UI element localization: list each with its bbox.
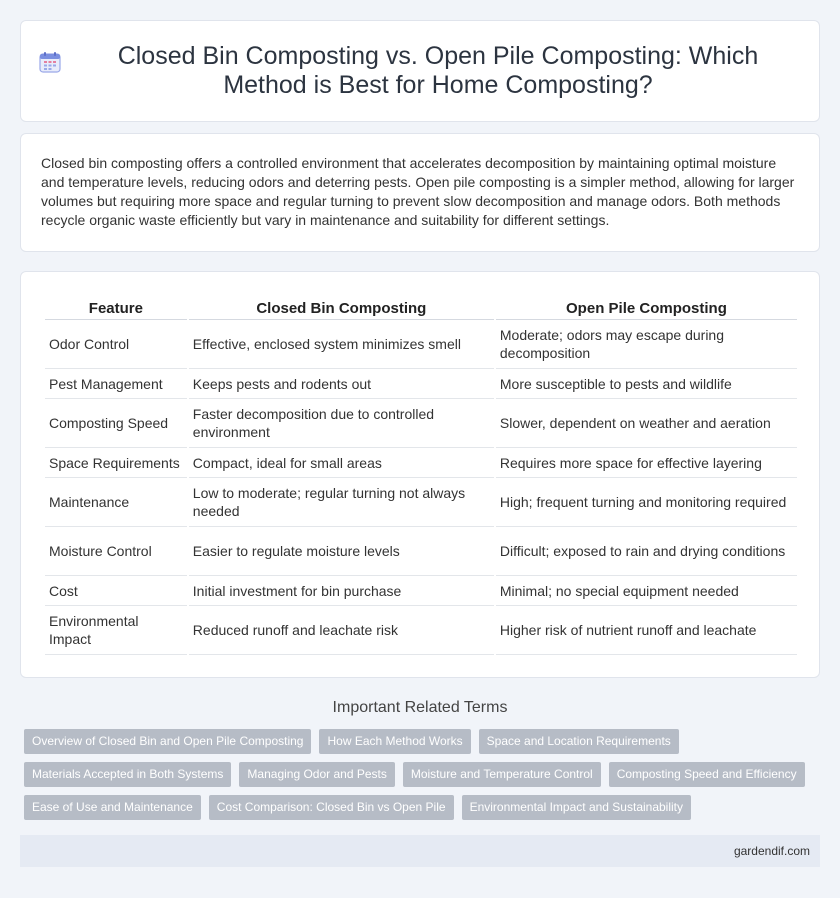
calendar-icon [38, 50, 62, 74]
related-tags [20, 729, 820, 820]
comparison-table [43, 294, 799, 655]
related-tag[interactable]: Materials Accepted in Both Systems [24, 762, 231, 787]
feature-cell: Maintenance [45, 478, 187, 527]
related-tag[interactable]: Cost Comparison: Closed Bin vs Open Pile [209, 795, 454, 820]
footer-site[interactable]: gardendif.com [733, 844, 810, 858]
related-tag[interactable]: Overview of Closed Bin and Open Pile Composting [24, 729, 311, 754]
feature-cell: Odor Control [45, 320, 187, 369]
header-closed-bin: Closed Bin Composting [189, 294, 494, 320]
open-pile-cell: Slower, dependent on weather and aeration [496, 399, 797, 448]
header-feature: Feature [45, 294, 187, 320]
table-row [45, 448, 797, 478]
open-pile-cell: Moderate; odors may escape during decomposition [496, 320, 797, 369]
related-tag[interactable]: Environmental Impact and Sustainability [462, 795, 691, 820]
closed-bin-cell: Effective, enclosed system minimizes smell [189, 320, 494, 369]
closed-bin-cell: Keeps pests and rodents out [189, 369, 494, 399]
table-row [45, 320, 797, 369]
feature-cell: Moisture Control [45, 527, 187, 576]
comparison-table-card [20, 271, 820, 678]
open-pile-cell: Difficult; exposed to rain and drying conditions [496, 527, 797, 576]
feature-cell: Composting Speed [45, 399, 187, 448]
related-tag[interactable]: Composting Speed and Efficiency [609, 762, 805, 787]
table-row [45, 606, 797, 655]
feature-cell: Space Requirements [45, 448, 187, 478]
closed-bin-cell: Compact, ideal for small areas [189, 448, 494, 478]
open-pile-cell: Higher risk of nutrient runoff and leachate [496, 606, 797, 655]
table-row [45, 399, 797, 448]
feature-cell: Environmental Impact [45, 606, 187, 655]
table-row [45, 369, 797, 399]
closed-bin-cell: Reduced runoff and leachate risk [189, 606, 494, 655]
table-row [45, 576, 797, 606]
table-header-row [45, 294, 797, 320]
table-row [45, 478, 797, 527]
table-row [45, 527, 797, 576]
intro-text: Closed bin composting offers a controlled environment that accelerates decomposition by maintaining optimal moisture and temperature levels, reducing odors and deterring pests. Open pile composting is a simpler method, allowing for larger volumes but requiring more space and regular turning to prevent slow decomposition and manage odors. Both methods recycle organic waste efficiently but vary in maintenance and suitability for different settings. [41, 155, 795, 228]
related-tag[interactable]: Space and Location Requirements [479, 729, 679, 754]
header-open-pile: Open Pile Composting [496, 294, 797, 320]
feature-cell: Cost [45, 576, 187, 606]
related-tag[interactable]: Ease of Use and Maintenance [24, 795, 201, 820]
closed-bin-cell: Initial investment for bin purchase [189, 576, 494, 606]
related-terms-section [20, 699, 820, 820]
open-pile-cell: More susceptible to pests and wildlife [496, 369, 797, 399]
open-pile-cell: Requires more space for effective layering [496, 448, 797, 478]
page-title: Closed Bin Composting vs. Open Pile Composting: Which Method is Best for Home Composting? [117, 42, 759, 99]
footer [20, 835, 820, 867]
closed-bin-cell: Easier to regulate moisture levels [189, 527, 494, 576]
title-card [20, 20, 820, 122]
related-tag[interactable]: Managing Odor and Pests [239, 762, 394, 787]
closed-bin-cell: Low to moderate; regular turning not always needed [189, 478, 494, 527]
intro-card [20, 133, 820, 252]
closed-bin-cell: Faster decomposition due to controlled environment [189, 399, 494, 448]
related-tag[interactable]: Moisture and Temperature Control [403, 762, 601, 787]
related-tag[interactable]: How Each Method Works [319, 729, 470, 754]
feature-cell: Pest Management [45, 369, 187, 399]
related-terms-title: Important Related Terms [332, 699, 508, 716]
open-pile-cell: High; frequent turning and monitoring required [496, 478, 797, 527]
open-pile-cell: Minimal; no special equipment needed [496, 576, 797, 606]
